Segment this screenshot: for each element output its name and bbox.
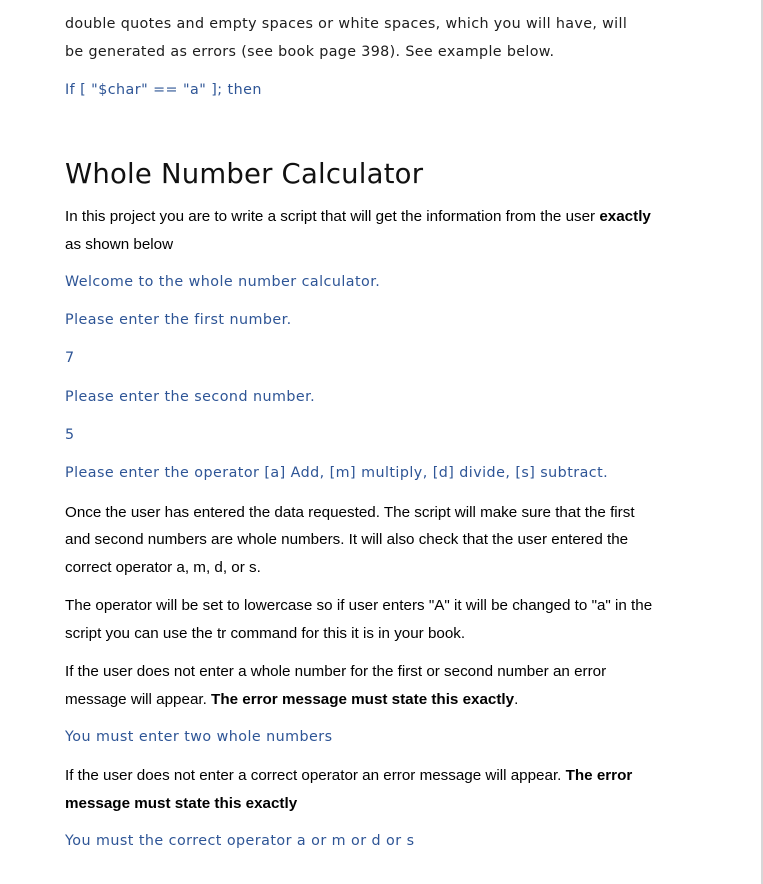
paragraph-3-line-1: The operator will be set to lowercase so if user enters "A" it will be changed to "a" in the — [65, 597, 653, 614]
paragraph-2-line-2: and second numbers are whole numbers. It will also check that the user entered the — [65, 531, 629, 548]
example-welcome: Welcome to the whole number calculator. — [65, 274, 381, 290]
paragraph-5-bold: The error — [565, 767, 633, 784]
paragraph-1-text: In this project you are to write a script that will get the information from the user — [65, 208, 600, 225]
section-heading: Whole Number Calculator — [65, 158, 424, 190]
paragraph-5-text: If the user does not enter a correct operator an error message will appear. — [65, 767, 566, 784]
paragraph-4-line-1: If the user does not enter a whole number for the first or second number an error — [65, 663, 607, 680]
intro-line-2: be generated as errors (see book page 398). See example below. — [65, 44, 555, 60]
example-prompt-operator: Please enter the operator [a] Add, [m] multiply, [d] divide, [s] subtract. — [65, 465, 609, 481]
paragraph-1-line-1 — [65, 208, 651, 225]
paragraph-4-line-2 — [65, 691, 518, 708]
paragraph-1-bold: exactly — [599, 208, 651, 225]
example-prompt-first: Please enter the first number. — [65, 312, 292, 328]
example-prompt-second: Please enter the second number. — [65, 389, 316, 405]
paragraph-4-end: . — [514, 691, 519, 708]
intro-line-1: double quotes and empty spaces or white spaces, which you will have, will — [65, 16, 628, 32]
code-example: If [ "$char" == "a" ]; then — [65, 82, 262, 98]
error-whole-numbers: You must enter two whole numbers — [65, 729, 333, 745]
paragraph-5-bold-2: message must state this exactly — [65, 795, 298, 812]
paragraph-4-bold: The error message must state this exactly — [211, 691, 515, 708]
example-input-first: 7 — [65, 350, 75, 366]
example-input-second: 5 — [65, 427, 75, 443]
paragraph-1-line-2: as shown below — [65, 236, 174, 253]
paragraph-5-line-1 — [65, 767, 632, 784]
paragraph-2-line-1: Once the user has entered the data requested. The script will make sure that the first — [65, 504, 635, 521]
paragraph-2-line-3: correct operator a, m, d, or s. — [65, 559, 261, 576]
paragraph-5-line-2 — [65, 795, 297, 812]
paragraph-4-text: message will appear. — [65, 691, 212, 708]
error-operator: You must the correct operator a or m or d or s — [65, 833, 415, 849]
paragraph-3-line-2: script you can use the tr command for this it is in your book. — [65, 625, 466, 642]
